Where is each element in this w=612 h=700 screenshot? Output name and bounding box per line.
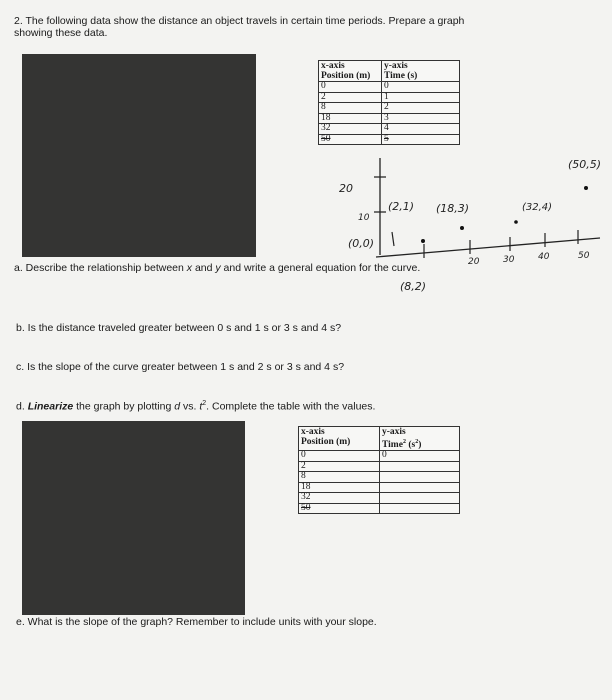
table-2-x-header xyxy=(299,427,380,451)
table-cell xyxy=(380,472,460,483)
table-row xyxy=(299,472,460,483)
question-a-text: a. Describe the relationship between xyxy=(14,262,187,274)
table-cell: 50 xyxy=(319,134,382,145)
question-a-text: and write a general equation for the curve. xyxy=(220,262,421,274)
sketch-x-label: 30 xyxy=(503,255,515,265)
table-cell: 32 xyxy=(319,124,382,135)
table-2-x-header-line-1: x-axis xyxy=(301,427,325,437)
table-2-header-row xyxy=(299,427,460,451)
table-cell: 0 xyxy=(319,82,382,93)
question-d-text: d. xyxy=(16,400,28,413)
table-row xyxy=(299,503,460,514)
table-row xyxy=(299,482,460,493)
table-cell: 0 xyxy=(380,451,460,462)
question-2-line-1: 2. The following data show the distance an object travels in certain time periods. Prepare a graph xyxy=(14,15,465,27)
table-cell: 2 xyxy=(319,92,382,103)
sketch-point-label: (2,1) xyxy=(388,200,415,213)
sketch-point-label: (50,5) xyxy=(568,158,602,171)
question-d-text: vs. xyxy=(180,400,200,413)
question-e: e. What is the slope of the graph? Remember to include units with your slope. xyxy=(16,616,377,628)
table-1-y-header-line-2: Time (s) xyxy=(384,71,418,81)
sketch-point-label: (32,4) xyxy=(522,202,553,213)
table-cell: 18 xyxy=(319,113,382,124)
table-cell: 8 xyxy=(299,472,380,483)
question-d-linearize: Linearize xyxy=(27,400,74,413)
table-cell: 4 xyxy=(382,124,460,135)
table-cell: 2 xyxy=(299,461,380,472)
table-2-y-header-line-2 xyxy=(382,437,457,450)
table-1-x-header-line-2: Position (m) xyxy=(321,71,371,81)
table-2-y-header-time: Time xyxy=(382,440,403,451)
sketch-point-label: (18,3) xyxy=(436,202,470,215)
sketch-point xyxy=(514,220,518,224)
table-cell: 2 xyxy=(382,103,460,114)
table-row xyxy=(299,493,460,504)
table-2-y-header xyxy=(380,427,460,451)
sketch-mark xyxy=(392,232,394,246)
question-d xyxy=(16,398,375,413)
sketch-point xyxy=(584,186,588,190)
table-2-x-header-line-2: Position (m) xyxy=(301,437,351,447)
sketch-x-label: 40 xyxy=(538,252,550,262)
table-cell: 8 xyxy=(319,103,382,114)
table-cell xyxy=(380,482,460,493)
table-cell: 3 xyxy=(382,113,460,124)
question-a-x: x xyxy=(186,262,193,274)
data-table-2 xyxy=(298,426,460,514)
sketch-x-axis xyxy=(376,238,600,257)
sketch-x-label: 20 xyxy=(468,257,480,267)
table-1-y-header-line-1: y-axis xyxy=(384,61,408,71)
table-2-y-header-line-1: y-axis xyxy=(382,427,406,437)
graph-area-2 xyxy=(22,421,245,615)
table-cell: 5 xyxy=(382,134,460,145)
sketch-origin-label: (0,0) xyxy=(348,237,375,250)
question-d-text: . Complete the table with the values. xyxy=(206,400,376,413)
question-a-y: y xyxy=(215,262,221,274)
table-cell: 50 xyxy=(299,503,380,514)
table-2-y-header-unit-sup: 2 xyxy=(415,439,419,445)
table-cell xyxy=(380,461,460,472)
question-a xyxy=(14,262,420,274)
table-row xyxy=(299,461,460,472)
sketch-point xyxy=(460,226,464,230)
question-d-sup: 2 xyxy=(202,400,207,407)
question-d-text: the graph by plotting xyxy=(73,400,175,413)
table-row xyxy=(299,451,460,462)
table-cell: 0 xyxy=(299,451,380,462)
question-d-t: t xyxy=(199,400,203,413)
table-cell: 18 xyxy=(299,482,380,493)
table-2-y-header-unit: (s xyxy=(405,440,416,451)
table-cell: 32 xyxy=(299,493,380,504)
sketch-x-label: 50 xyxy=(578,251,590,261)
question-a-text: and xyxy=(192,262,216,274)
table-cell xyxy=(380,493,460,504)
question-b: b. Is the distance traveled greater between 0 s and 1 s or 3 s and 4 s? xyxy=(16,322,342,334)
sketch-point xyxy=(421,239,425,243)
sketch-y-label-10: 10 xyxy=(358,213,370,223)
question-2-line-2: showing these data. xyxy=(14,27,108,39)
sketch-x-ticks xyxy=(424,230,578,258)
question-d-d: d xyxy=(174,400,181,413)
table-cell: 0 xyxy=(382,82,460,93)
question-c: c. Is the slope of the curve greater between 1 s and 2 s or 3 s and 4 s? xyxy=(16,361,345,373)
sketch-y-label-20: 20 xyxy=(339,182,353,195)
table-2-y-header-close: ) xyxy=(418,440,422,451)
table-cell: 1 xyxy=(382,92,460,103)
table-1-x-header-line-1: x-axis xyxy=(321,61,345,71)
sketch-point-label: (8,2) xyxy=(400,280,427,293)
table-cell xyxy=(380,503,460,514)
table-2-y-header-sup: 2 xyxy=(402,439,406,445)
